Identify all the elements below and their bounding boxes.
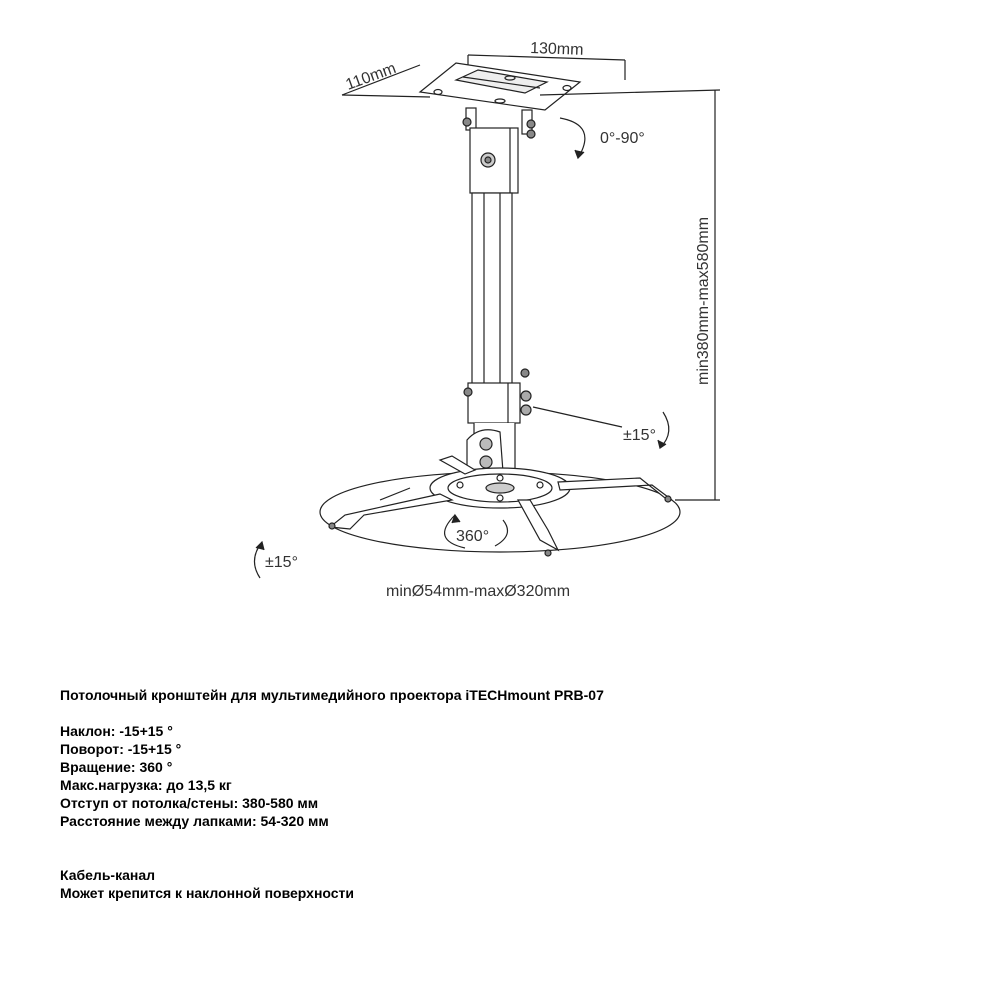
ceiling-plate xyxy=(420,63,580,110)
spec-tilt: Наклон: -15+15 ° xyxy=(60,723,173,739)
rotation-label-top: 0°-90° xyxy=(600,130,645,147)
tilt-label-right: ±15° xyxy=(623,427,656,444)
telescopic-pole xyxy=(464,193,531,423)
feature-inclined-mount: Может крепится к наклонной поверхности xyxy=(60,885,355,901)
spec-swivel: Поворот: -15+15 ° xyxy=(60,741,182,757)
rotation-arrow-left xyxy=(254,542,264,578)
spec-rotation: Вращение: 360 ° xyxy=(60,759,173,775)
upper-housing xyxy=(470,128,518,193)
spec-arm-span: Расстояние между лапками: 54-320 мм xyxy=(60,813,329,829)
tilt-joint xyxy=(467,423,515,472)
adapter-plate xyxy=(430,468,570,508)
rotation-arrow-top xyxy=(560,118,585,158)
product-title: Потолочный кронштейн для мультимедийного проектора iTECHmount PRB-07 xyxy=(60,687,604,703)
height-label: min380mm-max580mm xyxy=(695,216,712,385)
depth-label: 110mm xyxy=(343,59,399,94)
spec-max-load: Макс.нагрузка: до 13,5 кг xyxy=(60,777,232,793)
spec-block xyxy=(60,686,960,902)
tilt-label-left: ±15° xyxy=(265,554,298,571)
width-label: 130mm xyxy=(529,40,584,59)
span-label: minØ54mm-maxØ320mm xyxy=(386,583,571,600)
rotation-arrow-right xyxy=(658,412,669,448)
spec-ceiling-offset: Отступ от потолка/стены: 380-580 мм xyxy=(60,795,319,811)
rotation-label-plate: 360° xyxy=(456,528,490,545)
feature-cable-channel: Кабель-канал xyxy=(60,867,156,883)
